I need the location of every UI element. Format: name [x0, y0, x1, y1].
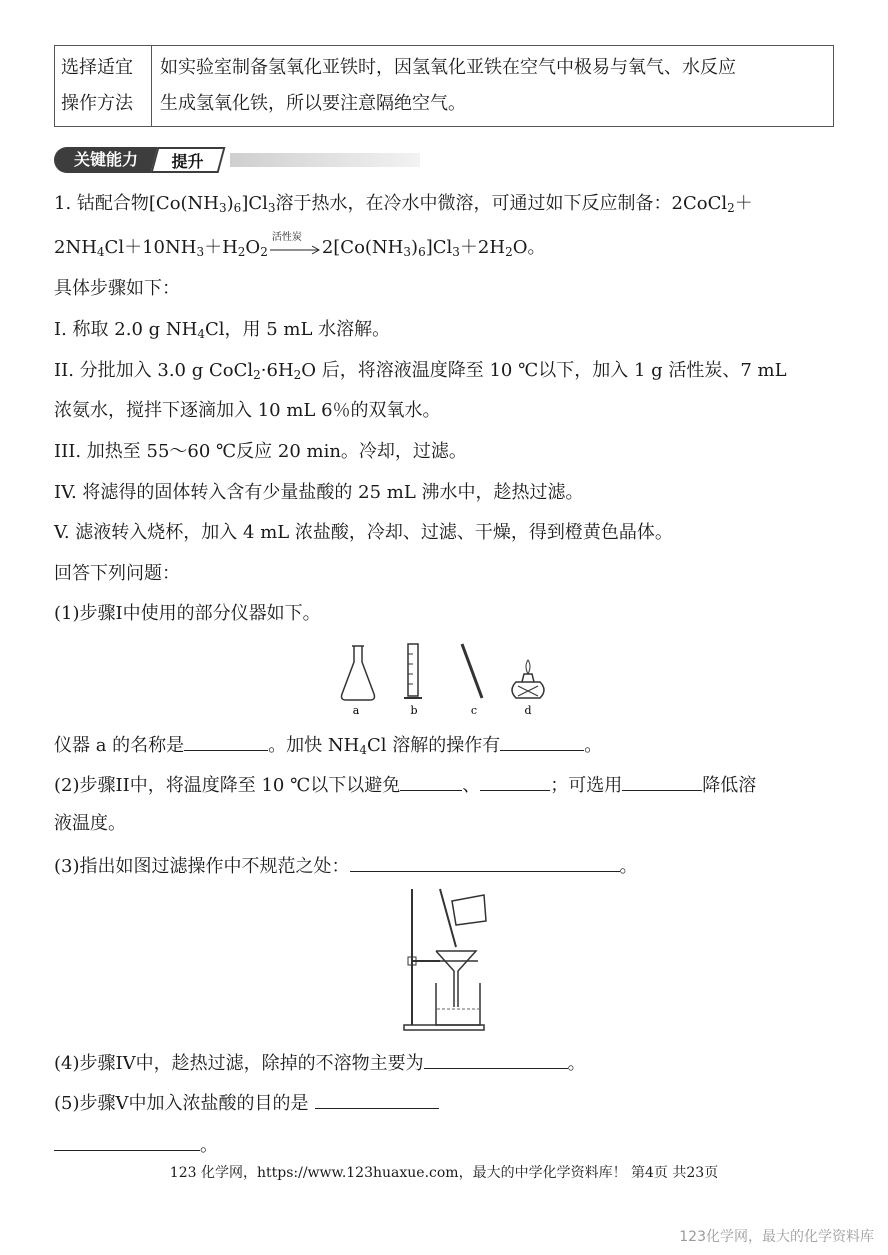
- apparatus-label-a: a: [352, 704, 360, 717]
- banner-gradient-bar: [230, 153, 420, 167]
- method-content-line1: 如实验室制备氢氧化亚铁时，因氢氧化亚铁在空气中极易与氧气、水反应: [160, 57, 736, 78]
- answer-blank-2a[interactable]: [400, 772, 462, 791]
- page-footer: 123 化学网，https://www.123huaxue.com，最大的中学化学资料库！ 第4页 共23页: [169, 1165, 719, 1181]
- question-5-line2: 。: [54, 1132, 218, 1158]
- question-5: (5)步骤V中加入浓盐酸的目的是: [54, 1090, 439, 1116]
- glass-rod-icon: [462, 644, 482, 698]
- method-content-line2: 生成氢氧化铁，所以要注意隔绝空气。: [160, 93, 466, 114]
- problem-intro: 1. 钴配合物$[Co(NH_3)_6]Cl_3$溶于热水，在冷水中微溶，可通过如下反应制备：2CoCl$_2$＋: [54, 193, 753, 215]
- arrow-icon: [268, 240, 322, 260]
- question-2: (2)步骤II中，将温度降至 10 ℃以下以避免 、 ；可选用 降低溶: [54, 772, 756, 798]
- answer-blank-1a[interactable]: [184, 732, 268, 751]
- answer-blank-2b[interactable]: [480, 772, 550, 791]
- conical-flask-icon: [342, 646, 375, 700]
- apparatus-label-d: d: [524, 704, 532, 717]
- answer-blank-3[interactable]: [350, 853, 620, 872]
- answer-blank-4[interactable]: [424, 1050, 568, 1069]
- question-4: (4)步骤IV中，趁热过滤，除掉的不溶物主要为 。: [54, 1050, 586, 1076]
- alcohol-lamp-icon: [512, 660, 544, 698]
- catalyst-label: 活性炭: [271, 232, 302, 243]
- method-table: [54, 45, 834, 127]
- banner-key-ability: 关键能力: [54, 147, 158, 173]
- question-2-line2: 液温度。: [54, 813, 126, 834]
- method-label-line2: 操作方法: [61, 93, 133, 114]
- step-2: II. 分批加入 3.0 g $CoCl_2\cdot 6H_2O$ 后，将溶液温度降至 10 ℃以下，加入 1 g 活性炭、7 mL: [54, 360, 787, 382]
- step-4: IV. 将滤得的固体转入含有少量盐酸的 25 mL 沸水中，趁热过滤。: [54, 482, 584, 503]
- answer-blank-2c[interactable]: [622, 772, 702, 791]
- step-5: V. 滤液转入烧杯，加入 4 mL 浓盐酸，冷却、过滤、干燥，得到橙黄色晶体。: [54, 522, 673, 543]
- answer-heading: 回答下列问题：: [54, 563, 180, 584]
- apparatus-figure: [330, 640, 560, 720]
- question-1-line2: 仪器 a 的名称是 。加快 $NH_4Cl$ 溶解的操作有 。: [54, 732, 602, 758]
- step-2-line2: 浓氨水，搅拌下逐滴加入 10 mL 6％的双氧水。: [54, 400, 441, 421]
- graduated-cylinder-icon: [404, 644, 422, 698]
- answer-blank-1b[interactable]: [500, 732, 584, 751]
- filtration-figure: [400, 885, 500, 1035]
- answer-blank-5b[interactable]: [54, 1132, 200, 1151]
- method-label-cell: [55, 46, 152, 127]
- banner-improve: [151, 147, 226, 173]
- answer-blank-5a[interactable]: [315, 1090, 439, 1109]
- apparatus-label-b: b: [410, 704, 418, 717]
- watermark: 123化学网，最大的化学资料库: [679, 1229, 874, 1245]
- reaction-arrow: [268, 232, 322, 258]
- method-label-line1: 选择适宜: [61, 57, 133, 78]
- question-3: (3)指出如图过滤操作中不规范之处： 。: [54, 853, 638, 879]
- banner-improve-text: 提升: [171, 152, 204, 171]
- reaction-equation: $2NH_4Cl+10NH_3+H_2O_2$ 活性炭 $2[Co(NH_3)_6]Cl_3+2H_2O$。: [54, 236, 545, 260]
- step-1: I. 称取 2.0 g $NH_4Cl$，用 5 mL 水溶解。: [54, 319, 391, 341]
- step-3: III. 加热至 55～60 ℃反应 20 min。冷却，过滤。: [54, 441, 467, 462]
- apparatus-label-c: c: [470, 704, 478, 717]
- method-content-cell: [152, 46, 834, 127]
- steps-heading: 具体步骤如下：: [54, 278, 180, 299]
- pouring-beaker-icon: [440, 889, 486, 947]
- funnel-icon: [434, 951, 478, 1007]
- question-1: (1)步骤I中使用的部分仪器如下。: [54, 603, 321, 624]
